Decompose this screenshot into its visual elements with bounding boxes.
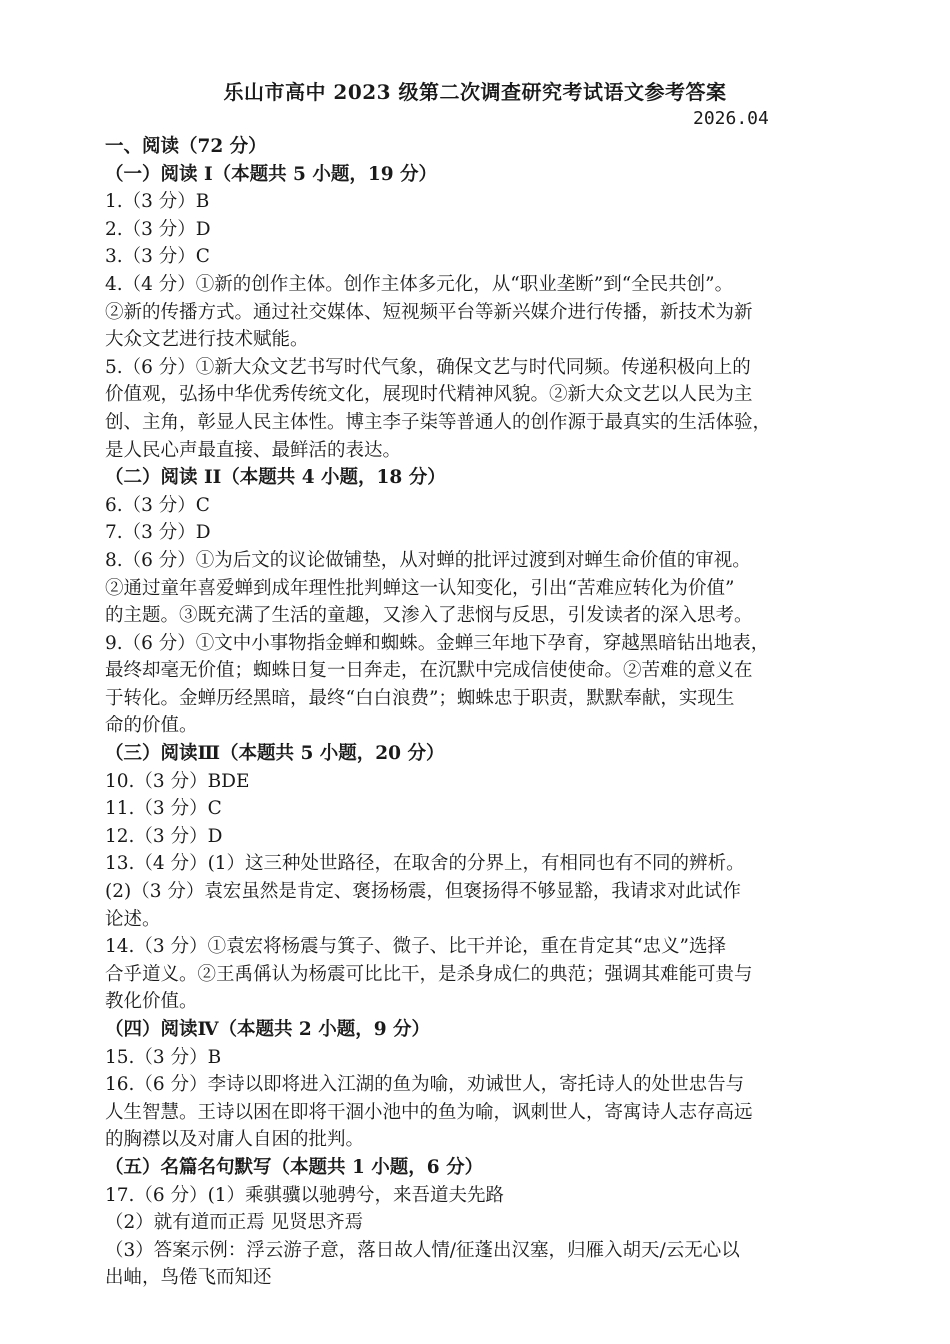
section-heading: （三）阅读Ⅲ（本题共 5 小题，20 分）: [105, 743, 445, 765]
answer-content: [105, 133, 845, 1292]
answer-line: 1.（3 分）B: [105, 191, 210, 213]
answer-line: ②通过童年喜爱蝉到成年理性批判蝉这一认知变化，引出“苦难应转化为价值”: [105, 577, 735, 599]
answer-line: 命的价值。: [105, 715, 198, 737]
answer-line: 5.（6 分）①新大众文艺书写时代气象，确保文艺与时代同频。传递积极向上的: [105, 356, 751, 378]
section-heading: 一、阅读（72 分）: [105, 136, 267, 157]
answer-line: (2)（3 分）袁宏虽然是肯定、褒扬杨震，但褒扬得不够显豁，我请求对此试作: [105, 881, 741, 903]
section-heading: （四）阅读Ⅳ（本题共 2 小题，9 分）: [105, 1019, 431, 1040]
answer-line: 合乎道义。②王禹偁认为杨震可比比干，是杀身成仁的典范；强调其难能可贵与: [105, 963, 753, 985]
answer-line: 12.（3 分）D: [105, 825, 223, 847]
answer-line: 的胸襟以及对庸人自困的批判。: [105, 1129, 365, 1151]
answer-line: 大众文艺进行技术赋能。: [105, 329, 309, 351]
answer-line: 教化价值。: [105, 991, 198, 1013]
answer-line: ②新的传播方式。通过社交媒体、短视频平台等新兴媒介进行传播，新技术为新: [105, 301, 753, 323]
answer-line: 17.（6 分）(1）乘骐骥以驰骋兮，来吾道夫先路: [105, 1184, 505, 1206]
section-heading: （一）阅读 I（本题共 5 小题，19 分）: [105, 163, 438, 185]
document-title: 乐山市高中 2023 级第二次调查研究考试语文参考答案: [223, 80, 727, 104]
answer-line: 3.（3 分）C: [105, 246, 210, 268]
answer-line: 13.（4 分）(1）这三种处世路径，在取舍的分界上，有相同也有不同的辨析。: [105, 853, 745, 875]
answer-line: （2）就有道而正焉 见贤思齐焉: [105, 1212, 364, 1234]
answer-line: 于转化。金蝉历经黑暗，最终“白白浪费”；蜘蛛忠于职责，默默奉献，实现生: [105, 687, 735, 709]
answer-line: 4.（4 分）①新的创作主体。创作主体多元化，从“职业垄断”到“全民共创”。: [105, 273, 734, 295]
section-heading: （二）阅读 II（本题共 4 小题，18 分）: [105, 467, 446, 489]
answer-line: 9.（6 分）①文中小事物指金蝉和蜘蛛。金蝉三年地下孕育，穿越黑暗钻出地表，: [105, 632, 770, 654]
answer-line: 8.（6 分）①为后文的议论做铺垫，从对蝉的批评过渡到对蝉生命价值的审视。: [105, 549, 751, 571]
answer-line: 价值观，弘扬中华优秀传统文化，展现时代精神风貌。②新大众文艺以人民为主: [105, 384, 753, 406]
answer-line: （3）答案示例：浮云游子意，落日故人情/征蓬出汉塞，归雁入胡天/云无心以: [105, 1239, 740, 1261]
answer-line: 15.（3 分）B: [105, 1046, 222, 1068]
answer-line: 10.（3 分）BDE: [105, 770, 250, 792]
answer-line: 人生智慧。王诗以困在即将干涸小池中的鱼为喻，讽刺世人，寄寓诗人志存高远: [105, 1101, 753, 1123]
answer-line: 6.（3 分）C: [105, 494, 210, 516]
answer-line: 2.（3 分）D: [105, 218, 211, 240]
answer-line: 的主题。③既充满了生活的童趣，又渗入了悲悯与反思，引发读者的深入思考。: [105, 605, 753, 627]
answer-line: 7.（3 分）D: [105, 522, 211, 544]
answer-line: 论述。: [105, 908, 161, 930]
section-heading: （五）名篇名句默写（本题共 1 小题，6 分）: [105, 1156, 484, 1178]
answer-line: 14.（3 分）①袁宏将杨震与箕子、微子、比干并论，重在肯定其“忠义”选择: [105, 936, 726, 958]
answer-line: 创、主角，彰显人民主体性。博主李子柒等普通人的创作源于最真实的生活体验，: [105, 411, 772, 433]
answer-line: 最终却毫无价值；蜘蛛日复一日奔走，在沉默中完成信使使命。②苦难的意义在: [105, 660, 753, 682]
document-date: 2026.04: [693, 108, 769, 129]
answer-line: 出岫，鸟倦飞而知还: [105, 1267, 272, 1289]
answer-line: 11.（3 分）C: [105, 798, 222, 820]
answer-line: 16.（6 分）李诗以即将进入江湖的鱼为喻，劝诫世人，寄托诗人的处世忠告与: [105, 1074, 745, 1096]
answer-line: 是人民心声最直接、最鲜活的表达。: [105, 439, 402, 461]
